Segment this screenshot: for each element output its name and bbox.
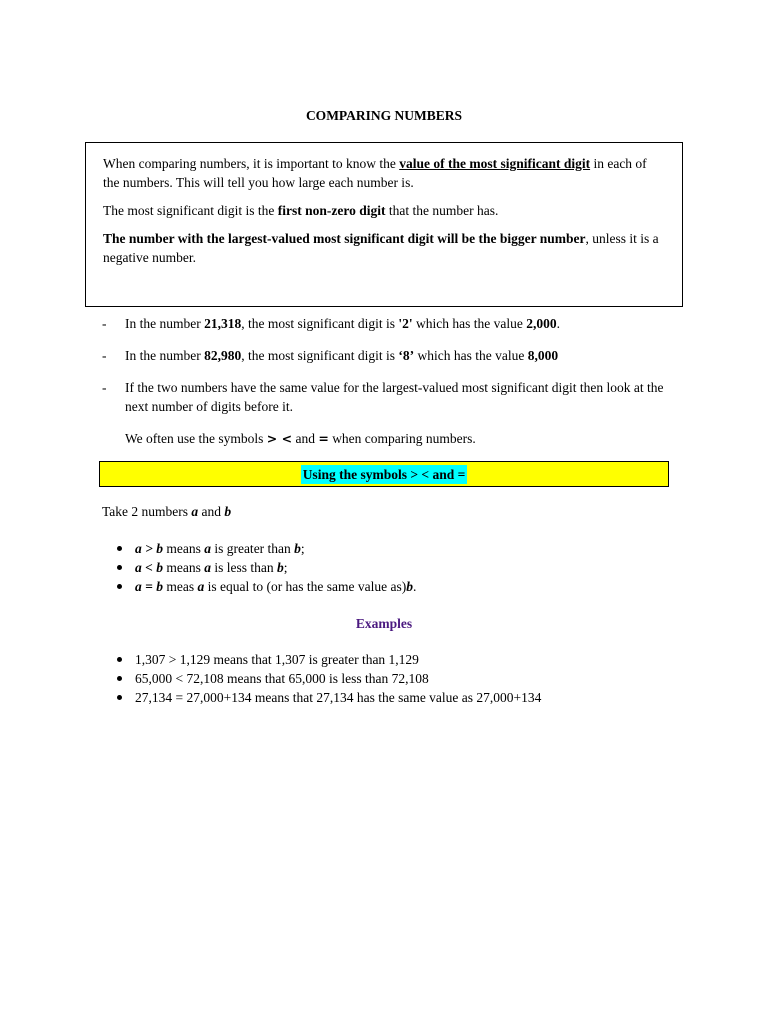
definition-variable: b xyxy=(406,579,414,594)
examples-list xyxy=(116,650,676,707)
definition-variable: b xyxy=(294,541,301,556)
info-emphasis: value of the most significant digit xyxy=(399,156,591,171)
definition-text: is greater than xyxy=(210,541,295,556)
item-number: 82,980 xyxy=(204,348,242,363)
definition-expression: a = b xyxy=(135,579,163,594)
definition-text: means xyxy=(162,560,205,575)
item-value: 8,000 xyxy=(527,348,559,363)
definition-item xyxy=(116,577,676,596)
item-text: In the number xyxy=(125,316,205,331)
dash-list xyxy=(102,314,672,429)
symbols-text: We often use the symbols xyxy=(125,431,267,446)
dash-marker: - xyxy=(102,348,107,363)
definition-text: . xyxy=(413,579,417,594)
dash-marker: - xyxy=(102,380,107,395)
dash-marker: - xyxy=(102,316,107,331)
definition-item xyxy=(116,558,676,577)
definition-variable: b xyxy=(276,560,284,575)
info-text: that the number has. xyxy=(385,203,499,218)
definition-variable: a xyxy=(204,560,211,575)
take-text: Take 2 numbers xyxy=(102,504,192,519)
info-box xyxy=(85,142,683,307)
item-text: , the most significant digit is xyxy=(241,348,399,363)
example-item: 1,307 > 1,129 means that 1,307 is greater than 1,129 xyxy=(116,650,676,669)
section-banner xyxy=(99,461,669,487)
take-line xyxy=(102,502,231,521)
definition-expression: a > b xyxy=(135,541,163,556)
definition-text: means xyxy=(162,541,205,556)
definition-text: ; xyxy=(300,541,305,556)
definition-variable: a xyxy=(204,541,211,556)
info-emphasis: The number with the largest-valued most significant digit will be the bigger number xyxy=(103,231,586,246)
item-text: In the number xyxy=(125,348,205,363)
symbols-text: and xyxy=(292,431,319,446)
definition-text: is less than xyxy=(210,560,277,575)
definition-expression: a < b xyxy=(135,560,163,575)
item-text: , the most significant digit is xyxy=(241,316,399,331)
variable-b: b xyxy=(224,504,232,519)
symbols-text: when comparing numbers. xyxy=(328,431,476,446)
dash-item xyxy=(102,346,672,365)
definition-text: ; xyxy=(283,560,288,575)
example-item: 65,000 < 72,108 means that 65,000 is less than 72,108 xyxy=(116,669,676,688)
definition-text: is equal to (or has the same value as) xyxy=(204,579,407,594)
page-title: COMPARING NUMBERS xyxy=(305,108,463,123)
item-value: 2,000 xyxy=(526,316,557,331)
definitions-list xyxy=(116,539,676,596)
item-digit: ‘8’ xyxy=(398,348,415,363)
item-digit: '2' xyxy=(398,316,413,331)
banner-label: Using the symbols > < and = xyxy=(302,467,466,482)
definition-variable: a xyxy=(197,579,205,594)
info-text: , unless it is a negative number. xyxy=(103,231,659,265)
item-number: 21,318 xyxy=(204,316,242,331)
example-item: 27,134 = 27,000+134 means that 27,134 has the same value as 27,000+134 xyxy=(116,688,676,707)
item-text: If the two numbers have the same value for the largest-valued most significant digit then look at the next number of digits before it. xyxy=(125,380,664,414)
info-text: When comparing numbers, it is important to know the xyxy=(103,156,400,171)
item-text: which has the value xyxy=(414,348,528,363)
info-text: in each of the numbers. This will tell you how large each number is. xyxy=(103,156,647,190)
definition-item xyxy=(116,539,676,558)
symbols-line xyxy=(125,429,476,448)
item-text: . xyxy=(556,316,560,331)
info-paragraph-2 xyxy=(103,201,666,220)
variable-a: a xyxy=(191,504,199,519)
symbols-glyphs: = xyxy=(318,431,329,446)
examples-heading: Examples xyxy=(355,616,413,631)
info-emphasis: first non-zero digit xyxy=(277,203,386,218)
info-paragraph-3 xyxy=(103,229,666,267)
definition-text: meas xyxy=(162,579,198,594)
symbols-glyphs: > < xyxy=(266,431,293,446)
take-text: and xyxy=(198,504,225,519)
dash-item xyxy=(102,314,672,333)
info-text: The most significant digit is the xyxy=(103,203,278,218)
dash-item xyxy=(102,378,672,416)
info-paragraph-1 xyxy=(103,154,666,192)
item-text: which has the value xyxy=(412,316,527,331)
